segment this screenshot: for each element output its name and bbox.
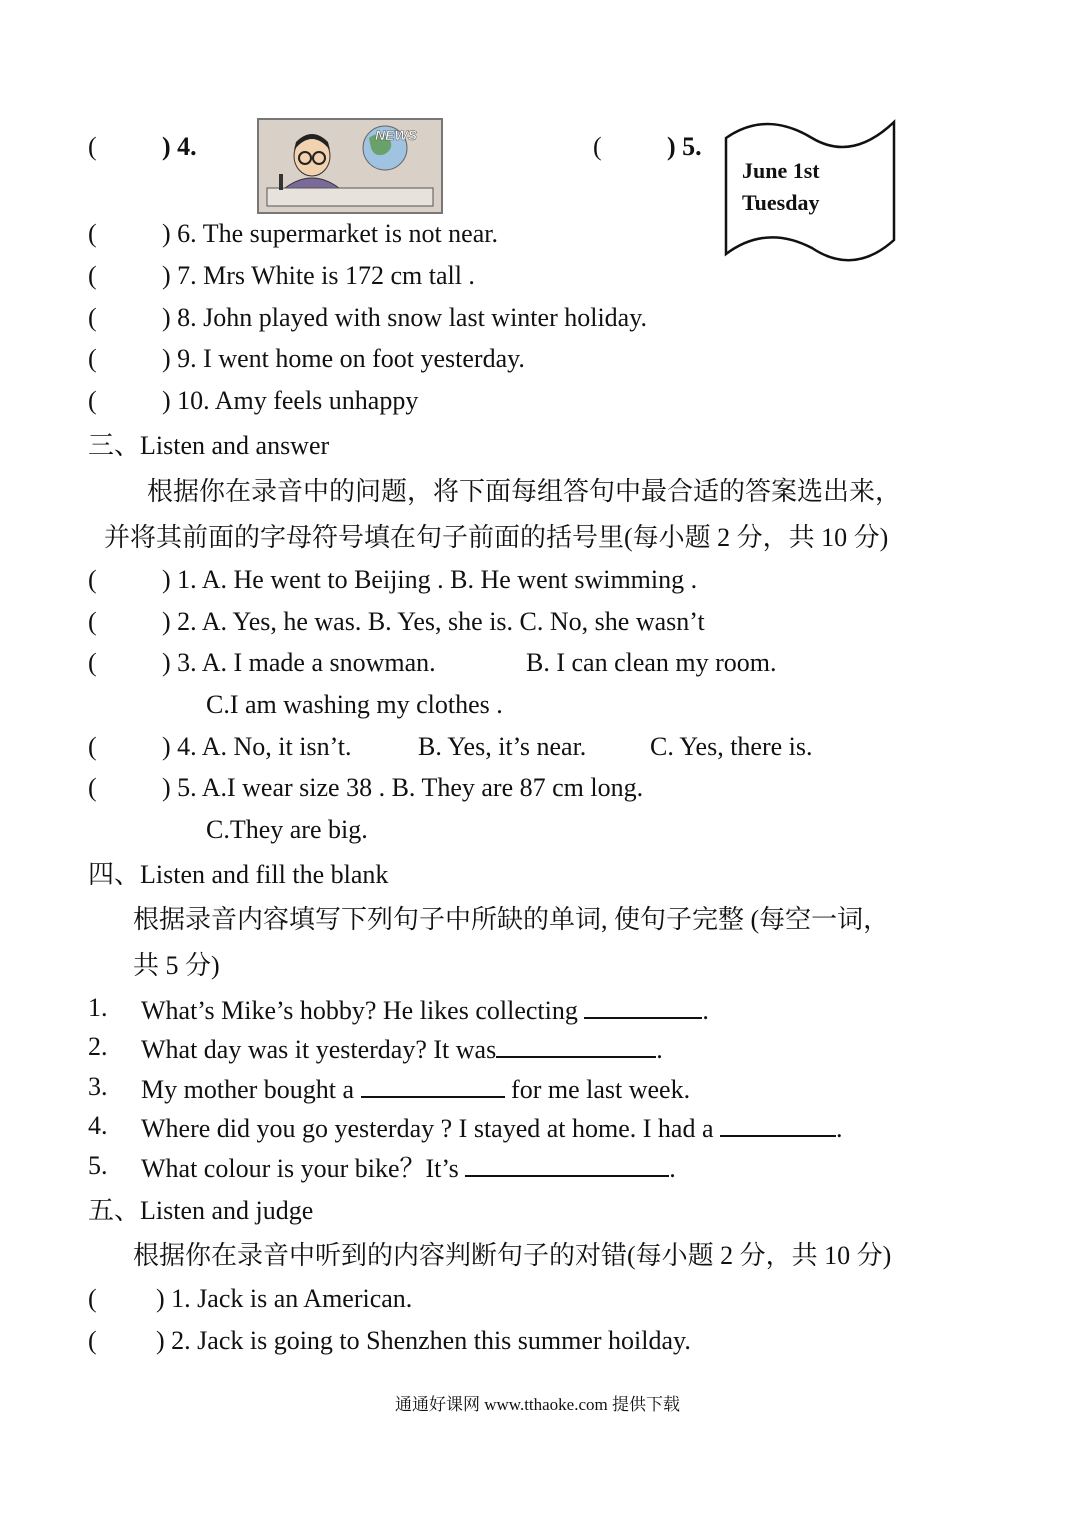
fill-sentence-2: What day was it yesterday? It was . xyxy=(141,1030,663,1067)
news-sign: NEWS xyxy=(375,127,417,143)
fill-number: 2. xyxy=(88,1032,108,1061)
answer-question-5-option-c: C.They are big. xyxy=(206,815,368,844)
answer-question-3-option-b: B. I can clean my room. xyxy=(526,648,777,677)
answer-paren: ( xyxy=(88,261,97,290)
answer-question-4-option-b: B. Yes, it’s near. xyxy=(418,732,587,761)
question-6: ) 6. The supermarket is not near. xyxy=(162,219,498,248)
answer-paren: ( xyxy=(88,344,97,373)
answer-paren: ( xyxy=(88,773,97,802)
fill-number: 1. xyxy=(88,993,108,1022)
question-10: ) 10. Amy feels unhappy xyxy=(162,386,419,415)
answer-paren: ( xyxy=(88,1284,97,1313)
fill-sentence-5: What colour is your bike？It’s . xyxy=(141,1149,676,1186)
section-4-heading: 四、Listen and fill the blank xyxy=(88,860,389,889)
question-8: ) 8. John played with snow last winter holiday. xyxy=(162,303,648,332)
answer-question-1: ) 1. A. He went to Beijing . B. He went swimming . xyxy=(162,565,698,594)
question-7: ) 7. Mrs White is 172 cm tall . xyxy=(162,261,475,290)
answer-question-3-option-a: ) 3. A. I made a snowman. xyxy=(162,648,436,677)
fill-number: 5. xyxy=(88,1151,108,1180)
answer-question-3-option-c: C.I am washing my clothes . xyxy=(206,690,503,719)
section-3-heading: 三、Listen and answer xyxy=(88,431,330,460)
answer-paren: ( xyxy=(88,303,97,332)
question-5-number: ) 5. xyxy=(667,132,702,161)
answer-paren: ( xyxy=(88,648,97,677)
answer-question-2: ) 2. A. Yes, he was. B. Yes, she is. C. No, she wasn’t xyxy=(162,607,705,636)
section-4-instruction-cont: 共 5 分) xyxy=(133,951,220,980)
section-5-heading: 五、Listen and judge xyxy=(88,1196,314,1225)
answer-question-4-option-a: ) 4. A. No, it isn’t. xyxy=(162,732,352,761)
section-3-instruction-cont: 并将其前面的字母符号填在句子前面的括号里(每小题 2 分，共 10 分) xyxy=(104,523,889,552)
answer-paren: ( xyxy=(88,132,97,161)
answer-paren: ( xyxy=(88,732,97,761)
fill-blank[interactable] xyxy=(361,1070,505,1098)
answer-question-4-option-c: C. Yes, there is. xyxy=(650,732,813,761)
answer-paren: ( xyxy=(88,1326,97,1355)
judge-question-1: ) 1. Jack is an American. xyxy=(156,1284,413,1313)
section-4-instruction: 根据录音内容填写下列句子中所缺的单词, 使句子完整 (每空一词， xyxy=(133,905,890,934)
answer-paren: ( xyxy=(88,565,97,594)
fill-number: 4. xyxy=(88,1111,108,1140)
calendar-weekday: Tuesday xyxy=(742,190,820,215)
answer-question-5: ) 5. A.I wear size 38 . B. They are 87 cm long. xyxy=(162,773,644,802)
fill-sentence-3: My mother bought a for me last week. xyxy=(141,1070,690,1107)
answer-paren: ( xyxy=(88,219,97,248)
fill-sentence-4: Where did you go yesterday ? I stayed at home. I had a . xyxy=(141,1109,843,1146)
fill-sentence-1: What’s Mike’s hobby? He likes collecting . xyxy=(141,991,709,1028)
fill-blank[interactable] xyxy=(496,1030,656,1058)
answer-paren: ( xyxy=(88,607,97,636)
fill-blank[interactable] xyxy=(720,1109,836,1137)
question-4-number: ) 4. xyxy=(162,132,197,161)
calendar-date: June 1st xyxy=(742,158,820,183)
fill-blank[interactable] xyxy=(465,1149,669,1177)
answer-paren: ( xyxy=(88,386,97,415)
section-3-instruction: 根据你在录音中的问题，将下面每组答句中最合适的答案选出来， xyxy=(147,477,902,506)
answer-paren: ( xyxy=(593,132,602,161)
news-anchor-picture xyxy=(257,118,443,214)
fill-number: 3. xyxy=(88,1072,108,1101)
question-9: ) 9. I went home on foot yesterday. xyxy=(162,344,525,373)
section-5-instruction: 根据你在录音中听到的内容判断句子的对错(每小题 2 分，共 10 分) xyxy=(133,1241,892,1270)
fill-blank[interactable] xyxy=(584,991,702,1019)
judge-question-2: ) 2. Jack is going to Shenzhen this summer hoilday. xyxy=(156,1326,691,1355)
page-footer: 通通好课网 www.tthaoke.com 提供下载 xyxy=(394,1395,681,1414)
